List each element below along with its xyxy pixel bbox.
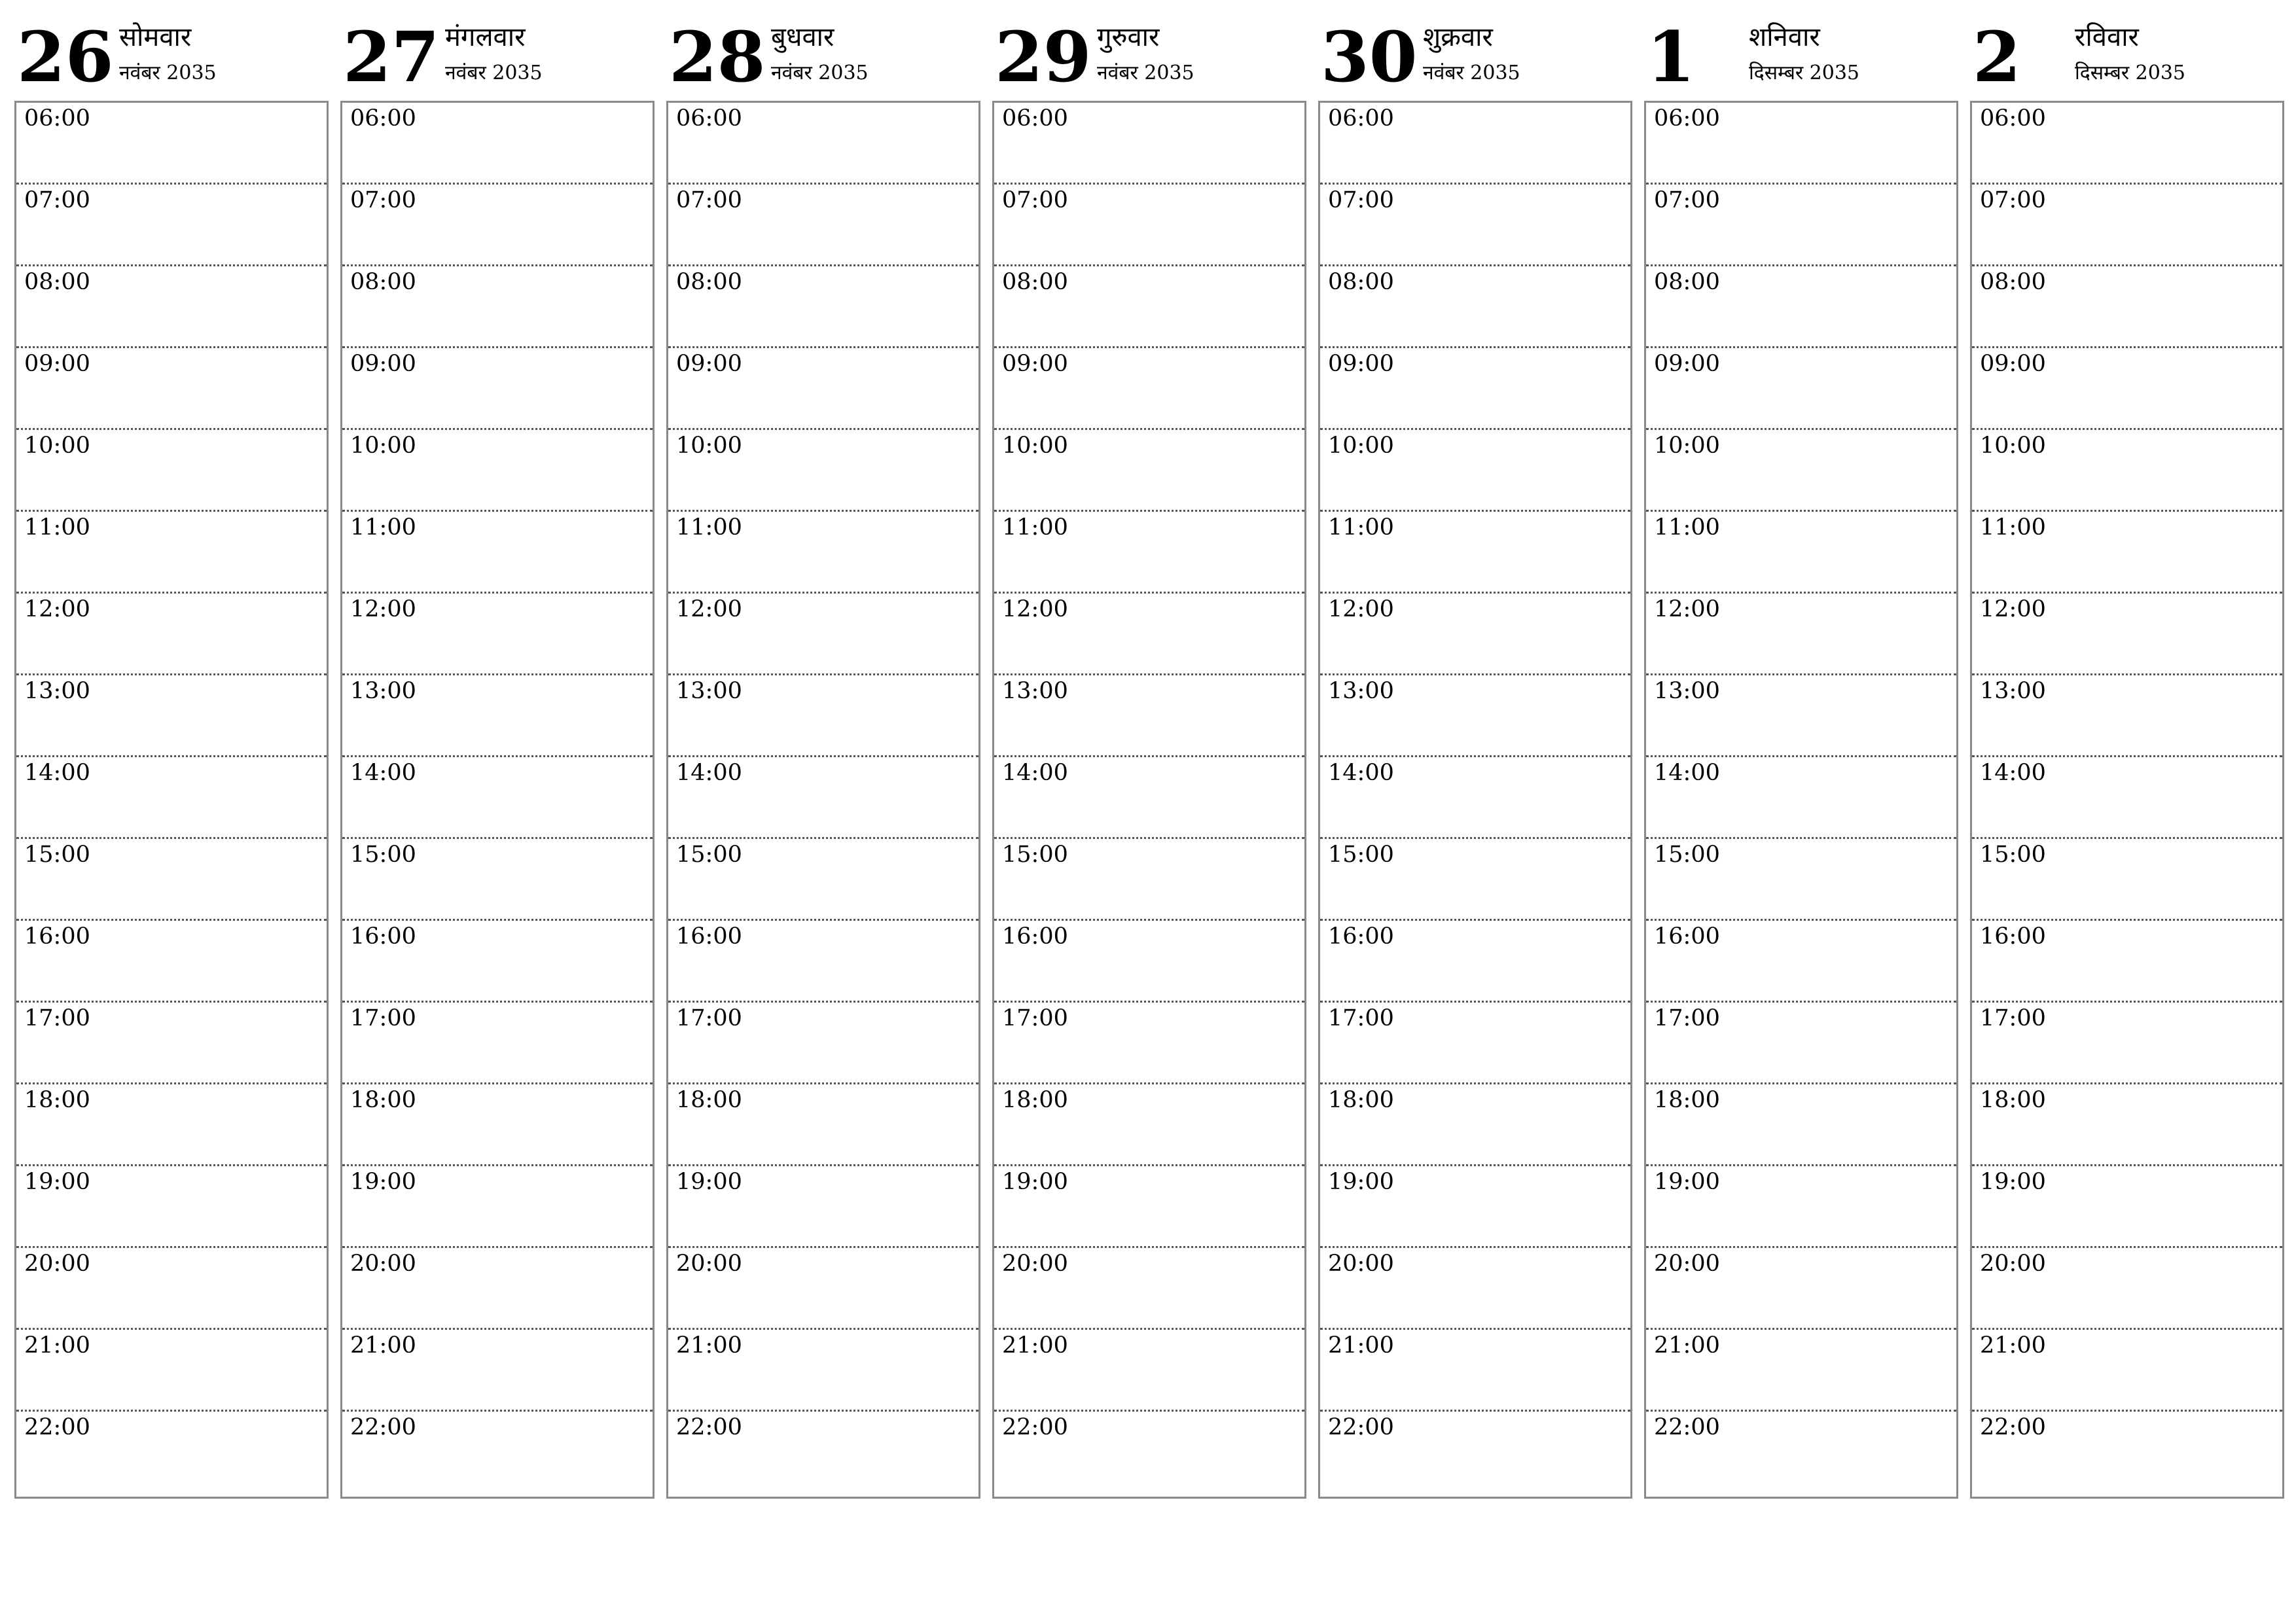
hour-slot[interactable] xyxy=(1646,675,1956,757)
hour-slot[interactable] xyxy=(342,185,653,266)
hour-slot[interactable] xyxy=(668,430,978,512)
hour-label: 13:00 xyxy=(350,678,416,704)
hour-slot[interactable] xyxy=(1320,594,1630,675)
hour-label: 19:00 xyxy=(1980,1169,2046,1195)
weekday-name: सोमवार xyxy=(119,22,192,52)
hour-slot[interactable] xyxy=(1972,757,2282,839)
hour-slot[interactable] xyxy=(668,757,978,839)
day-header xyxy=(1644,0,1957,98)
hour-slot[interactable] xyxy=(668,675,978,757)
hour-slot[interactable] xyxy=(994,1084,1304,1166)
hour-label: 07:00 xyxy=(24,187,90,213)
day-column xyxy=(992,0,1305,1499)
hour-label: 15:00 xyxy=(350,842,416,868)
hour-label: 12:00 xyxy=(1002,596,1068,622)
hour-label: 21:00 xyxy=(1654,1332,1720,1359)
month-year: नवंबर 2035 xyxy=(771,62,869,84)
hour-slot[interactable] xyxy=(16,103,327,185)
hour-slot[interactable] xyxy=(342,1166,653,1248)
hour-label: 13:00 xyxy=(676,678,742,704)
hour-slot[interactable] xyxy=(668,1248,978,1330)
hour-slot[interactable] xyxy=(342,430,653,512)
hour-label: 14:00 xyxy=(676,760,742,786)
hour-slot[interactable] xyxy=(994,675,1304,757)
hour-label: 22:00 xyxy=(676,1414,742,1440)
hour-label: 15:00 xyxy=(1328,842,1394,868)
hour-label: 22:00 xyxy=(24,1414,90,1440)
hour-slot[interactable] xyxy=(342,512,653,594)
hour-label: 13:00 xyxy=(24,678,90,704)
hour-label: 11:00 xyxy=(24,514,90,541)
hour-slot[interactable] xyxy=(342,348,653,430)
hour-label: 10:00 xyxy=(350,433,416,459)
hour-label: 16:00 xyxy=(1654,923,1720,950)
hour-label: 21:00 xyxy=(1002,1332,1068,1359)
hour-label: 17:00 xyxy=(350,1005,416,1031)
hour-slot[interactable] xyxy=(1320,266,1630,348)
hour-slot[interactable] xyxy=(994,512,1304,594)
hour-label: 12:00 xyxy=(676,596,742,622)
day-schedule-box xyxy=(14,101,329,1499)
hour-label: 09:00 xyxy=(350,351,416,377)
hour-label: 22:00 xyxy=(1980,1414,2046,1440)
hour-slot[interactable] xyxy=(1646,839,1956,921)
hour-slot[interactable] xyxy=(668,103,978,185)
hour-label: 20:00 xyxy=(1328,1251,1394,1277)
hour-slot[interactable] xyxy=(16,1330,327,1412)
hour-label: 08:00 xyxy=(24,269,90,295)
hour-label: 14:00 xyxy=(350,760,416,786)
hour-label: 07:00 xyxy=(1654,187,1720,213)
hour-label: 12:00 xyxy=(1980,596,2046,622)
hour-label: 21:00 xyxy=(24,1332,90,1359)
day-column xyxy=(340,0,653,1499)
day-header xyxy=(340,0,653,98)
hour-slot[interactable] xyxy=(1646,1412,1956,1493)
hour-slot[interactable] xyxy=(1972,266,2282,348)
hour-slot[interactable] xyxy=(1320,1003,1630,1084)
hour-slot[interactable] xyxy=(342,103,653,185)
hour-slot[interactable] xyxy=(1646,1003,1956,1084)
hour-label: 17:00 xyxy=(1002,1005,1068,1031)
hour-label: 21:00 xyxy=(350,1332,416,1359)
hour-slot[interactable] xyxy=(994,266,1304,348)
hour-slot[interactable] xyxy=(994,594,1304,675)
hour-slot[interactable] xyxy=(668,266,978,348)
hour-label: 22:00 xyxy=(1654,1414,1720,1440)
hour-label: 16:00 xyxy=(1002,923,1068,950)
day-schedule-box xyxy=(666,101,980,1499)
weekday-name: शुक्रवार xyxy=(1423,22,1493,52)
hour-label: 20:00 xyxy=(1980,1251,2046,1277)
hour-slot[interactable] xyxy=(994,430,1304,512)
hour-slot[interactable] xyxy=(1320,1084,1630,1166)
hour-label: 15:00 xyxy=(676,842,742,868)
hour-slot[interactable] xyxy=(16,1248,327,1330)
hour-label: 06:00 xyxy=(1002,105,1068,132)
hour-label: 09:00 xyxy=(1980,351,2046,377)
hour-label: 18:00 xyxy=(24,1087,90,1113)
hour-slot[interactable] xyxy=(342,1412,653,1493)
hour-label: 17:00 xyxy=(1980,1005,2046,1031)
hour-slot[interactable] xyxy=(1972,1084,2282,1166)
hour-label: 22:00 xyxy=(1002,1414,1068,1440)
hour-label: 07:00 xyxy=(350,187,416,213)
hour-label: 11:00 xyxy=(350,514,416,541)
hour-label: 14:00 xyxy=(1654,760,1720,786)
month-year: नवंबर 2035 xyxy=(1423,62,1520,84)
day-number: 27 xyxy=(343,16,440,98)
weekday-name: मंगलवार xyxy=(445,22,526,52)
hour-slot[interactable] xyxy=(1646,594,1956,675)
hour-slot[interactable] xyxy=(1972,348,2282,430)
hour-slot[interactable] xyxy=(668,594,978,675)
hour-label: 18:00 xyxy=(1654,1087,1720,1113)
hour-label: 17:00 xyxy=(1328,1005,1394,1031)
hour-slot[interactable] xyxy=(16,1084,327,1166)
hour-label: 20:00 xyxy=(1654,1251,1720,1277)
hour-slot[interactable] xyxy=(1972,675,2282,757)
hour-label: 17:00 xyxy=(24,1005,90,1031)
hour-label: 17:00 xyxy=(676,1005,742,1031)
hour-slot[interactable] xyxy=(342,1330,653,1412)
weekday-name: बुधवार xyxy=(771,22,834,52)
hour-label: 08:00 xyxy=(676,269,742,295)
day-column xyxy=(1644,0,1957,1499)
hour-slot[interactable] xyxy=(16,757,327,839)
day-column xyxy=(666,0,979,1499)
hour-label: 07:00 xyxy=(1980,187,2046,213)
hour-label: 14:00 xyxy=(1002,760,1068,786)
hour-label: 13:00 xyxy=(1328,678,1394,704)
hour-label: 12:00 xyxy=(24,596,90,622)
hour-label: 16:00 xyxy=(1980,923,2046,950)
hour-label: 06:00 xyxy=(24,105,90,132)
day-column xyxy=(1970,0,2283,1499)
hour-label: 21:00 xyxy=(1980,1332,2046,1359)
hour-label: 10:00 xyxy=(1654,433,1720,459)
hour-label: 13:00 xyxy=(1002,678,1068,704)
hour-label: 18:00 xyxy=(1002,1087,1068,1113)
hour-slot[interactable] xyxy=(994,839,1304,921)
hour-slot[interactable] xyxy=(16,266,327,348)
hour-label: 18:00 xyxy=(1328,1087,1394,1113)
hour-slot[interactable] xyxy=(1646,512,1956,594)
hour-slot[interactable] xyxy=(1972,594,2282,675)
hour-slot[interactable] xyxy=(1646,266,1956,348)
hour-slot[interactable] xyxy=(1320,1412,1630,1493)
hour-label: 20:00 xyxy=(676,1251,742,1277)
hour-label: 11:00 xyxy=(1980,514,2046,541)
hour-slot[interactable] xyxy=(342,921,653,1003)
day-schedule-box xyxy=(1318,101,1632,1499)
day-column xyxy=(14,0,327,1499)
hour-slot[interactable] xyxy=(1646,348,1956,430)
hour-label: 06:00 xyxy=(676,105,742,132)
hour-slot[interactable] xyxy=(342,1084,653,1166)
hour-label: 19:00 xyxy=(24,1169,90,1195)
hour-slot[interactable] xyxy=(16,675,327,757)
hour-slot[interactable] xyxy=(1320,430,1630,512)
weekday-name: गुरुवार xyxy=(1097,22,1160,52)
day-number: 26 xyxy=(17,16,114,98)
day-number: 29 xyxy=(995,16,1092,98)
hour-slot[interactable] xyxy=(1646,430,1956,512)
hour-label: 14:00 xyxy=(1328,760,1394,786)
day-number: 28 xyxy=(669,16,766,98)
hour-slot[interactable] xyxy=(342,594,653,675)
hour-label: 19:00 xyxy=(676,1169,742,1195)
hour-label: 08:00 xyxy=(1002,269,1068,295)
hour-label: 16:00 xyxy=(676,923,742,950)
hour-slot[interactable] xyxy=(1972,1003,2282,1084)
hour-label: 09:00 xyxy=(1654,351,1720,377)
day-schedule-box xyxy=(1970,101,2284,1499)
hour-slot[interactable] xyxy=(668,1412,978,1493)
hour-label: 22:00 xyxy=(1328,1414,1394,1440)
hour-label: 19:00 xyxy=(1654,1169,1720,1195)
hour-slot[interactable] xyxy=(668,921,978,1003)
day-header xyxy=(1318,0,1631,98)
hour-label: 08:00 xyxy=(1980,269,2046,295)
hour-slot[interactable] xyxy=(1320,348,1630,430)
day-schedule-box xyxy=(992,101,1306,1499)
hour-slot[interactable] xyxy=(1972,839,2282,921)
hour-label: 11:00 xyxy=(1654,514,1720,541)
hour-label: 13:00 xyxy=(1980,678,2046,704)
hour-slot[interactable] xyxy=(16,185,327,266)
hour-slot[interactable] xyxy=(1646,1330,1956,1412)
hour-label: 10:00 xyxy=(1328,433,1394,459)
hour-slot[interactable] xyxy=(16,512,327,594)
hour-label: 10:00 xyxy=(1980,433,2046,459)
hour-slot[interactable] xyxy=(342,839,653,921)
hour-slot[interactable] xyxy=(1320,675,1630,757)
hour-slot[interactable] xyxy=(668,1166,978,1248)
hour-slot[interactable] xyxy=(668,1003,978,1084)
hour-label: 09:00 xyxy=(24,351,90,377)
hour-slot[interactable] xyxy=(994,921,1304,1003)
hour-slot[interactable] xyxy=(16,921,327,1003)
hour-slot[interactable] xyxy=(16,1166,327,1248)
month-year: नवंबर 2035 xyxy=(445,62,543,84)
hour-slot[interactable] xyxy=(1972,921,2282,1003)
hour-slot[interactable] xyxy=(16,348,327,430)
hour-slot[interactable] xyxy=(16,430,327,512)
hour-label: 10:00 xyxy=(24,433,90,459)
hour-label: 18:00 xyxy=(350,1087,416,1113)
hour-label: 10:00 xyxy=(1002,433,1068,459)
day-number: 2 xyxy=(1973,16,2021,98)
hour-slot[interactable] xyxy=(1320,1248,1630,1330)
month-year: दिसम्बर 2035 xyxy=(2075,62,2186,84)
hour-label: 09:00 xyxy=(1002,351,1068,377)
day-header xyxy=(666,0,979,98)
hour-label: 15:00 xyxy=(1002,842,1068,868)
month-year: दिसम्बर 2035 xyxy=(1749,62,1860,84)
hour-label: 08:00 xyxy=(1654,269,1720,295)
hour-slot[interactable] xyxy=(342,757,653,839)
weekly-planner xyxy=(14,0,2284,1499)
hour-slot[interactable] xyxy=(994,348,1304,430)
hour-slot[interactable] xyxy=(994,1412,1304,1493)
hour-slot[interactable] xyxy=(1320,839,1630,921)
day-schedule-box xyxy=(1644,101,1958,1499)
hour-label: 10:00 xyxy=(676,433,742,459)
hour-label: 08:00 xyxy=(1328,269,1394,295)
hour-slot[interactable] xyxy=(342,675,653,757)
hour-label: 14:00 xyxy=(1980,760,2046,786)
day-header xyxy=(992,0,1305,98)
hour-label: 20:00 xyxy=(24,1251,90,1277)
hour-slot[interactable] xyxy=(994,1248,1304,1330)
hour-slot[interactable] xyxy=(1972,1412,2282,1493)
hour-slot[interactable] xyxy=(1646,1248,1956,1330)
hour-label: 15:00 xyxy=(1654,842,1720,868)
hour-slot[interactable] xyxy=(1320,1166,1630,1248)
hour-slot[interactable] xyxy=(342,1003,653,1084)
hour-label: 16:00 xyxy=(350,923,416,950)
hour-slot[interactable] xyxy=(994,757,1304,839)
hour-label: 19:00 xyxy=(1002,1169,1068,1195)
hour-label: 06:00 xyxy=(1328,105,1394,132)
day-header xyxy=(1970,0,2283,98)
hour-label: 22:00 xyxy=(350,1414,416,1440)
hour-slot[interactable] xyxy=(1972,430,2282,512)
hour-label: 15:00 xyxy=(1980,842,2046,868)
hour-label: 12:00 xyxy=(1654,596,1720,622)
hour-label: 19:00 xyxy=(1328,1169,1394,1195)
hour-slot[interactable] xyxy=(1646,757,1956,839)
hour-slot[interactable] xyxy=(994,103,1304,185)
hour-label: 11:00 xyxy=(676,514,742,541)
day-number: 30 xyxy=(1321,16,1418,98)
hour-slot[interactable] xyxy=(668,1330,978,1412)
hour-slot[interactable] xyxy=(994,185,1304,266)
hour-label: 06:00 xyxy=(1980,105,2046,132)
hour-slot[interactable] xyxy=(1972,1330,2282,1412)
hour-label: 18:00 xyxy=(676,1087,742,1113)
hour-label: 20:00 xyxy=(350,1251,416,1277)
hour-slot[interactable] xyxy=(994,1003,1304,1084)
hour-label: 17:00 xyxy=(1654,1005,1720,1031)
month-year: नवंबर 2035 xyxy=(1097,62,1194,84)
hour-slot[interactable] xyxy=(342,1248,653,1330)
hour-slot[interactable] xyxy=(668,348,978,430)
hour-label: 15:00 xyxy=(24,842,90,868)
hour-label: 18:00 xyxy=(1980,1087,2046,1113)
hour-label: 20:00 xyxy=(1002,1251,1068,1277)
hour-slot[interactable] xyxy=(1646,1166,1956,1248)
month-year: नवंबर 2035 xyxy=(119,62,217,84)
hour-slot[interactable] xyxy=(1972,512,2282,594)
hour-slot[interactable] xyxy=(1320,103,1630,185)
hour-label: 11:00 xyxy=(1328,514,1394,541)
hour-slot[interactable] xyxy=(16,839,327,921)
hour-label: 07:00 xyxy=(1328,187,1394,213)
hour-slot[interactable] xyxy=(1646,921,1956,1003)
day-schedule-box xyxy=(340,101,655,1499)
hour-slot[interactable] xyxy=(1972,103,2282,185)
hour-slot[interactable] xyxy=(1320,921,1630,1003)
hour-slot[interactable] xyxy=(1320,185,1630,266)
hour-slot[interactable] xyxy=(668,839,978,921)
hour-label: 12:00 xyxy=(1328,596,1394,622)
hour-label: 21:00 xyxy=(676,1332,742,1359)
hour-slot[interactable] xyxy=(342,266,653,348)
hour-slot[interactable] xyxy=(668,512,978,594)
weekday-name: शनिवार xyxy=(1749,22,1820,52)
hour-label: 09:00 xyxy=(676,351,742,377)
day-column xyxy=(1318,0,1631,1499)
hour-label: 08:00 xyxy=(350,269,416,295)
hour-label: 12:00 xyxy=(350,596,416,622)
hour-slot[interactable] xyxy=(1646,185,1956,266)
day-number: 1 xyxy=(1647,16,1695,98)
day-header xyxy=(14,0,327,98)
hour-slot[interactable] xyxy=(1972,1166,2282,1248)
hour-label: 16:00 xyxy=(24,923,90,950)
hour-slot[interactable] xyxy=(668,1084,978,1166)
hour-label: 09:00 xyxy=(1328,351,1394,377)
hour-slot[interactable] xyxy=(16,594,327,675)
hour-slot[interactable] xyxy=(1646,1084,1956,1166)
hour-slot[interactable] xyxy=(994,1330,1304,1412)
hour-label: 13:00 xyxy=(1654,678,1720,704)
hour-label: 11:00 xyxy=(1002,514,1068,541)
hour-slot[interactable] xyxy=(1320,757,1630,839)
weekday-name: रविवार xyxy=(2075,22,2139,52)
hour-slot[interactable] xyxy=(668,185,978,266)
hour-slot[interactable] xyxy=(16,1003,327,1084)
hour-slot[interactable] xyxy=(16,1412,327,1493)
hour-label: 06:00 xyxy=(350,105,416,132)
hour-slot[interactable] xyxy=(1320,512,1630,594)
hour-label: 14:00 xyxy=(24,760,90,786)
hour-label: 07:00 xyxy=(676,187,742,213)
hour-slot[interactable] xyxy=(1320,1330,1630,1412)
hour-label: 19:00 xyxy=(350,1169,416,1195)
hour-slot[interactable] xyxy=(1972,185,2282,266)
hour-label: 21:00 xyxy=(1328,1332,1394,1359)
hour-label: 16:00 xyxy=(1328,923,1394,950)
hour-label: 06:00 xyxy=(1654,105,1720,132)
hour-slot[interactable] xyxy=(1646,103,1956,185)
hour-slot[interactable] xyxy=(1972,1248,2282,1330)
hour-label: 07:00 xyxy=(1002,187,1068,213)
hour-slot[interactable] xyxy=(994,1166,1304,1248)
